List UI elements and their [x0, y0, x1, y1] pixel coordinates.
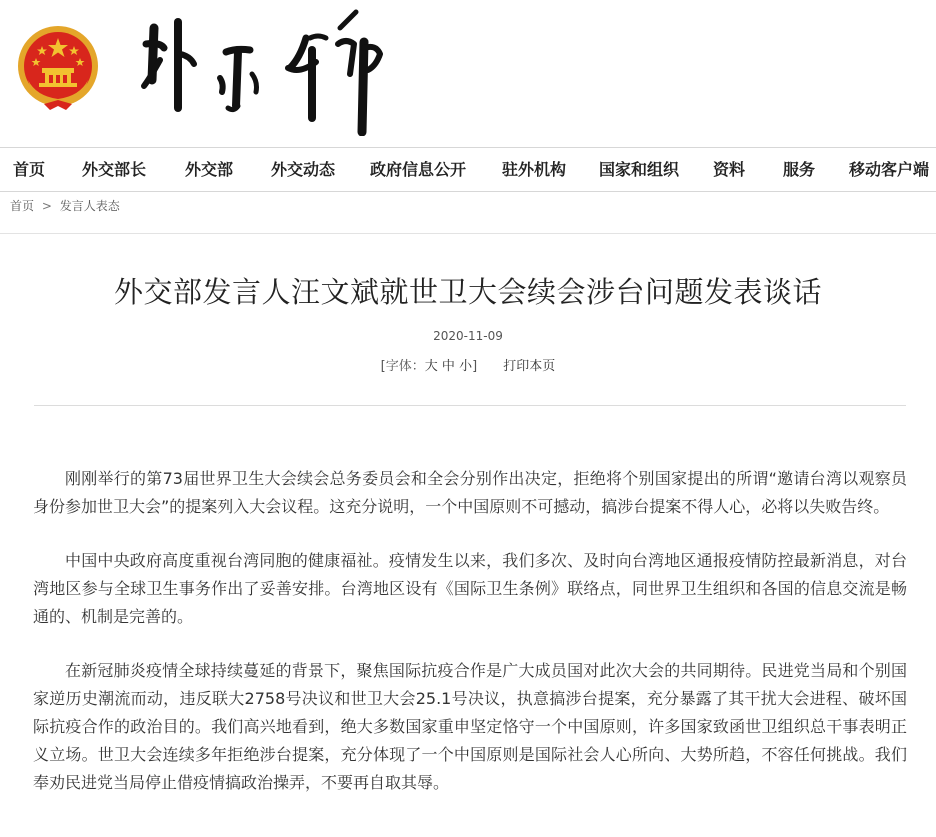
article-paragraph: 在新冠肺炎疫情全球持续蔓延的背景下，聚焦国际抗疫合作是广大成员国对此次大会的共同期待。民进党当局和个别国家逆历史潮流而动，违反联大2758号决议和世卫大会25.1号决议，执意搞涉台提案，充分暴露了其干扰大会进程、破坏国际抗疫合作的政治目的。我们高兴地看到，绝大多数国家重申坚定恪守一个中国原则，许多国家致函世卫组织总干事表明正义立场。世卫大会连续多年拒绝涉台提案，充分体现了一个中国原则是国际社会人心所向、大势所趋，不容任何挑战。我们奉劝民进党当局停止借疫情搞政治操弄，不要再自取其辱。: [33, 661, 907, 792]
font-size-controls: [0, 355, 936, 374]
print-page-button[interactable]: 打印本页: [503, 359, 556, 374]
font-large-button[interactable]: 大: [424, 359, 438, 374]
font-label-suffix: ]: [472, 359, 478, 374]
breadcrumb-current-link[interactable]: 发言人表态: [59, 199, 120, 213]
breadcrumb-home-link[interactable]: 首页: [10, 199, 35, 213]
article-paragraph: 刚刚举行的第73届世界卫生大会续会总务委员会和全会分别作出决定，拒绝将个别国家提出的所谓“邀请台湾以观察员身份参加世卫大会”的提案列入大会议程。这充分说明，一个中国原则不可撼动，搞涉台提案不得人心，必将以失败告终。: [33, 469, 907, 516]
nav-item-diplomatic-news[interactable]: 外交动态: [271, 160, 336, 179]
font-small-button[interactable]: 小: [459, 359, 473, 374]
nav-item-home[interactable]: 首页: [13, 160, 46, 179]
site-header: [0, 0, 936, 147]
nav-item-resources[interactable]: 资料: [713, 160, 746, 179]
nav-item-countries[interactable]: 国家和组织: [599, 160, 680, 179]
title-divider: [34, 405, 906, 406]
nav-item-missions[interactable]: 驻外机构: [502, 160, 567, 179]
article-title: 外交部发言人汪文斌就世卫大会续会涉台问题发表谈话: [113, 275, 822, 309]
main-navigation: [0, 147, 936, 192]
font-label-prefix: [字体：: [380, 359, 425, 374]
font-medium-button[interactable]: 中: [441, 359, 455, 374]
nav-item-ministry[interactable]: 外交部: [185, 160, 234, 179]
breadcrumb-separator: >: [41, 199, 52, 213]
nav-item-gov-info[interactable]: 政府信息公开: [370, 160, 467, 179]
article-date: 2020-11-09: [433, 329, 503, 343]
nav-item-services[interactable]: 服务: [783, 160, 816, 179]
ministry-logo-calligraphy[interactable]: [140, 8, 400, 136]
breadcrumb: [10, 197, 120, 214]
national-emblem-icon[interactable]: [14, 22, 102, 112]
nav-item-mobile[interactable]: 移动客户端: [849, 160, 930, 179]
nav-item-minister[interactable]: 外交部长: [82, 160, 147, 179]
breadcrumb-divider: [0, 233, 936, 234]
article-paragraph: 中国中央政府高度重视台湾同胞的健康福祉。疫情发生以来，我们多次、及时向台湾地区通报疫情防控最新消息，对台湾地区参与全球卫生事务作出了妥善安排。台湾地区设有《国际卫生条例》联络点，同世界卫生组织和各国的信息交流是畅通的、机制是完善的。: [33, 551, 907, 626]
article-body: [33, 465, 907, 823]
